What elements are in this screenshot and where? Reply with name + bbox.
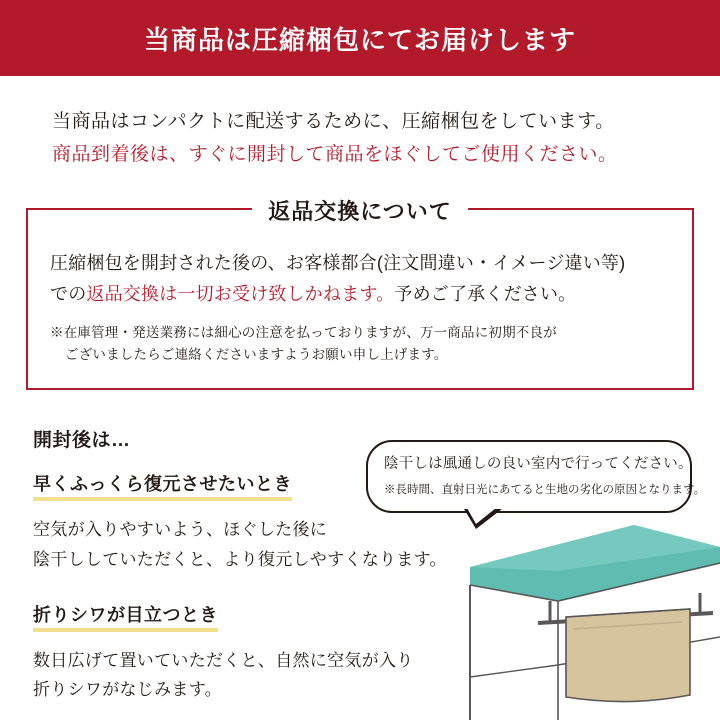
illustration-svg	[438, 505, 720, 720]
return-policy-line-1: 圧縮梱包を開封された後の、お客様都合(注文間違い・イメージ違い等)	[50, 253, 626, 273]
return-policy-body	[50, 248, 676, 367]
after-opening-body-1-line-1: 空気が入りやすいよう、ほぐした後に	[33, 520, 328, 539]
return-policy-line-2-red: 返品交換は一切お受け致しかねます。	[86, 283, 395, 304]
return-policy-title-wrap	[28, 195, 692, 226]
return-policy-note	[50, 322, 676, 367]
after-opening-body-1-line-2: 陰干ししていただくと、より復元しやすくなります。	[33, 549, 447, 569]
return-policy-line-2-post: 予めご了承ください。	[394, 283, 577, 304]
return-policy-note-line-1: ※在庫管理・発送業務には細心の注意を払っておりますが、万一商品に初期不良が	[50, 325, 557, 341]
intro-line-2: 商品到着後は、すぐに開封して商品をほぐしてご使用ください。	[52, 144, 618, 166]
return-policy-line-2-pre: での	[50, 283, 87, 304]
page-title: 当商品は圧縮梱包にてお届けします	[143, 24, 576, 55]
after-opening-subheading-1: 早くふっくら復元させたいとき	[33, 470, 292, 501]
return-policy-note-line-2: ございましたらご連絡くださいますようお願い申し上げます。	[65, 347, 448, 363]
after-opening-body-2-line-1: 数日広げて置いていただくと、自然に空気が入り	[33, 650, 414, 670]
intro-line-1: 当商品はコンパクトに配送するために、圧縮梱包をしています。	[52, 111, 615, 132]
futon-drying-illustration	[438, 505, 720, 720]
intro-block	[52, 105, 672, 172]
return-policy-line-2	[50, 279, 676, 310]
tip-balloon-text: 陰干しは風通しの良い室内で行ってください。	[384, 456, 693, 472]
header-banner	[0, 0, 720, 76]
after-opening-heading: 開封後は…	[33, 430, 131, 451]
after-opening-body-2-line-2: 折りシワがなじみます。	[33, 680, 222, 700]
tip-balloon	[366, 440, 706, 513]
tip-balloon-note: ※長時間、直射日光にあてると生地の劣化の原因となります。	[384, 483, 706, 496]
after-opening-subheading-2: 折りシワが目立つとき	[33, 601, 218, 632]
return-policy-box	[26, 199, 694, 390]
section-spacer	[33, 575, 433, 601]
return-policy-title: 返品交換について	[252, 195, 468, 226]
after-opening-block-2	[33, 601, 433, 706]
